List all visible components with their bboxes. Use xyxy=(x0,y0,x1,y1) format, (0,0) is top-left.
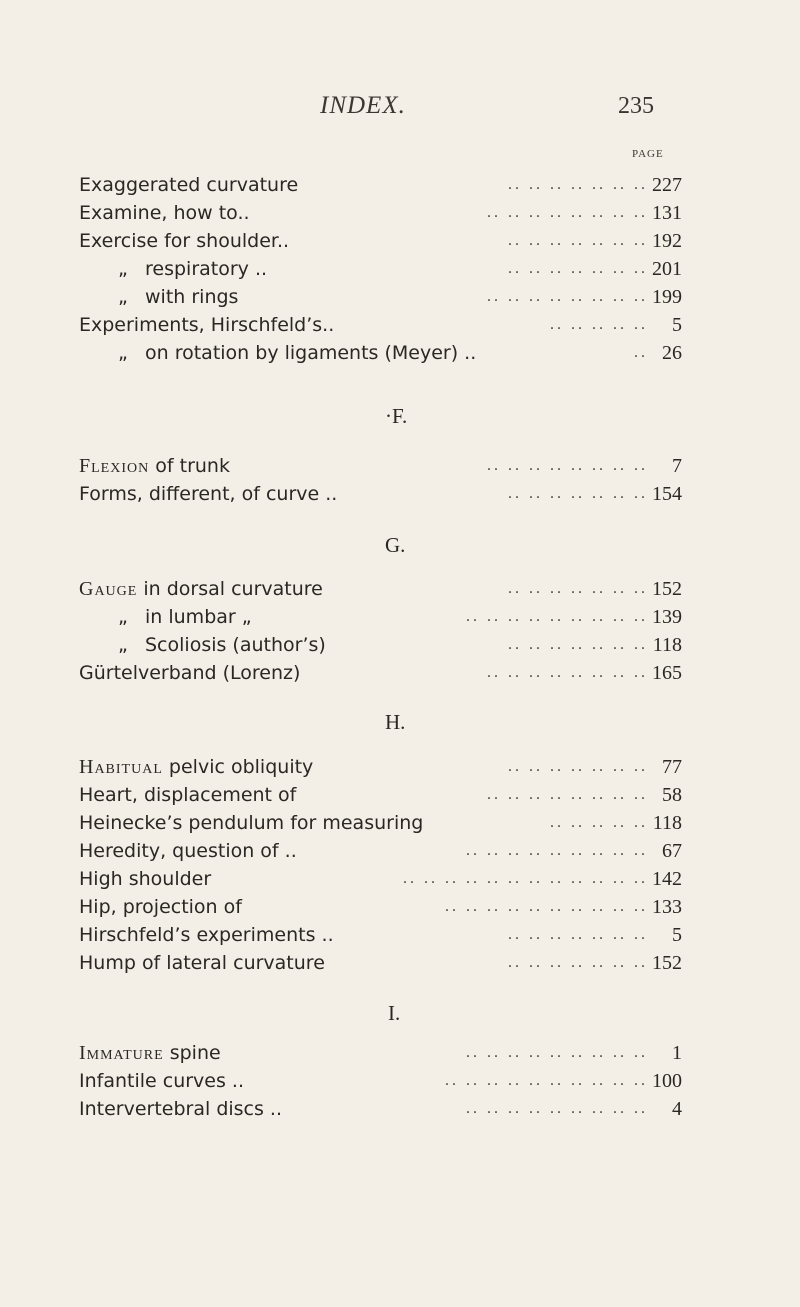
index-entry xyxy=(0,948,800,978)
entry-page: 58 xyxy=(662,784,682,806)
entry-text: Hip, projection of xyxy=(79,896,242,918)
entry-page: 67 xyxy=(662,840,682,862)
running-header-title: INDEX. xyxy=(320,92,406,119)
entry-text: Gürtelverband (Lorenz) xyxy=(79,662,301,684)
leader-dots: .. .. .. .. .. .. .. xyxy=(508,926,648,943)
leader-dots: .. .. .. .. .. xyxy=(550,814,648,831)
leader-dots: .. .. .. .. .. .. .. .. .. xyxy=(466,608,648,625)
leader-dots: .. .. .. .. .. .. .. xyxy=(508,176,648,193)
leader-dots: .. .. .. .. .. .. .. .. .. .. xyxy=(445,898,648,915)
entry-lead-word: Flexion xyxy=(79,455,150,477)
entry-page: 1 xyxy=(672,1042,682,1064)
index-entry xyxy=(0,752,800,782)
entry-page: 7 xyxy=(672,455,682,477)
entry-text: Intervertebral discs .. xyxy=(79,1098,283,1120)
index-entry xyxy=(0,254,800,284)
page-column-label: PAGE xyxy=(632,148,664,160)
entry-rest: in dorsal curvature xyxy=(137,578,323,600)
ditto-mark: „ xyxy=(118,342,128,364)
section-heading-h: H. xyxy=(385,710,406,734)
leader-dots: .. .. .. .. .. .. .. xyxy=(508,485,648,502)
leader-dots: .. .. .. .. .. .. .. .. xyxy=(487,204,648,221)
index-entry xyxy=(0,170,800,200)
index-entry xyxy=(0,892,800,922)
entry-text: respiratory .. xyxy=(145,258,268,280)
leader-dots: .. .. .. .. .. .. .. .. .. xyxy=(466,1044,648,1061)
page-number: 235 xyxy=(618,93,654,119)
leader-dots: .. .. .. .. .. .. .. xyxy=(508,260,648,277)
index-entry xyxy=(0,479,800,509)
entry-text: Heinecke’s pendulum for measuring xyxy=(79,812,424,834)
section-heading-f: ·F. xyxy=(385,404,408,428)
entry-page: 77 xyxy=(662,756,682,778)
index-entry xyxy=(0,630,800,660)
index-entry xyxy=(0,864,800,894)
leader-dots: .. .. .. .. .. .. .. .. .. .. .. .. xyxy=(403,870,648,887)
index-entry xyxy=(0,836,800,866)
ditto-mark: „ xyxy=(118,258,128,280)
section-heading-g: G. xyxy=(385,533,406,557)
entry-page: 201 xyxy=(652,258,682,280)
index-entry xyxy=(0,808,800,838)
leader-dots: .. .. .. .. .. .. .. xyxy=(508,954,648,971)
leader-dots: .. .. .. .. .. .. .. .. .. xyxy=(466,842,648,859)
entry-text xyxy=(79,451,230,481)
entry-page: 199 xyxy=(652,286,682,308)
entry-lead-word: Immature xyxy=(79,1042,164,1064)
entry-page: 118 xyxy=(652,634,682,656)
entry-text: Scoliosis (author’s) xyxy=(145,634,326,656)
ditto-mark: „ xyxy=(118,634,128,656)
entry-page: 5 xyxy=(672,314,682,336)
index-entry xyxy=(0,451,800,481)
leader-dots: .. .. .. .. .. .. .. .. xyxy=(487,288,648,305)
entry-text: Exercise for shoulder.. xyxy=(79,230,290,252)
entry-page: 26 xyxy=(662,342,682,364)
leader-dots: .. .. .. .. .. .. .. .. .. xyxy=(466,1100,648,1117)
entry-text: High shoulder xyxy=(79,868,212,890)
entry-page: 118 xyxy=(652,812,682,834)
index-entry xyxy=(0,602,800,632)
entry-text: Infantile curves .. xyxy=(79,1070,245,1092)
index-entry xyxy=(0,226,800,256)
entry-text: in lumbar „ xyxy=(145,606,252,628)
index-entry xyxy=(0,338,800,368)
index-entry xyxy=(0,780,800,810)
entry-page: 100 xyxy=(652,1070,682,1092)
index-entry xyxy=(0,198,800,228)
index-entry xyxy=(0,282,800,312)
entry-page: 154 xyxy=(652,483,682,505)
entry-page: 152 xyxy=(652,578,682,600)
entry-text: Exaggerated curvature xyxy=(79,174,299,196)
entry-text: Forms, different, of curve .. xyxy=(79,483,338,505)
entry-lead-word: Habitual xyxy=(79,756,163,778)
entry-text: Hirschfeld’s experiments .. xyxy=(79,924,334,946)
index-entry xyxy=(0,574,800,604)
entry-page: 152 xyxy=(652,952,682,974)
index-entry xyxy=(0,310,800,340)
entry-lead-word: Gauge xyxy=(79,578,138,600)
leader-dots: .. xyxy=(634,344,648,361)
entry-page: 227 xyxy=(652,174,682,196)
entry-rest: pelvic obliquity xyxy=(162,756,314,778)
leader-dots: .. .. .. .. .. .. .. xyxy=(508,232,648,249)
entry-text: Examine, how to.. xyxy=(79,202,250,224)
section-heading-i: I. xyxy=(388,1001,401,1025)
entry-page: 192 xyxy=(652,230,682,252)
leader-dots: .. .. .. .. .. .. .. .. xyxy=(487,786,648,803)
entry-page: 142 xyxy=(652,868,682,890)
entry-page: 139 xyxy=(652,606,682,628)
entry-page: 165 xyxy=(652,662,682,684)
leader-dots: .. .. .. .. .. .. .. xyxy=(508,758,648,775)
entry-rest: spine xyxy=(163,1042,221,1064)
entry-text: with rings xyxy=(145,286,239,308)
ditto-mark: „ xyxy=(118,286,128,308)
index-entry xyxy=(0,658,800,688)
entry-text: Hump of lateral curvature xyxy=(79,952,325,974)
entry-text xyxy=(79,752,313,782)
entry-text: Heart, displacement of xyxy=(79,784,297,806)
leader-dots: .. .. .. .. .. .. .. xyxy=(508,636,648,653)
index-entry xyxy=(0,920,800,950)
leader-dots: .. .. .. .. .. .. .. .. .. .. xyxy=(445,1072,648,1089)
entry-page: 131 xyxy=(652,202,682,224)
leader-dots: .. .. .. .. .. .. .. .. xyxy=(487,664,648,681)
entry-text: on rotation by ligaments (Meyer) .. xyxy=(145,342,477,364)
entry-rest: of trunk xyxy=(149,455,230,477)
entry-page: 133 xyxy=(652,896,682,918)
entry-text: Heredity, question of .. xyxy=(79,840,297,862)
leader-dots: .. .. .. .. .. xyxy=(550,316,648,333)
index-entry xyxy=(0,1038,800,1068)
entry-page: 5 xyxy=(672,924,682,946)
entry-text: Experiments, Hirschfeld’s.. xyxy=(79,314,335,336)
index-entry xyxy=(0,1066,800,1096)
entry-page: 4 xyxy=(672,1098,682,1120)
entry-text xyxy=(79,1038,221,1068)
index-entry xyxy=(0,1094,800,1124)
ditto-mark: „ xyxy=(118,606,128,628)
leader-dots: .. .. .. .. .. .. .. xyxy=(508,580,648,597)
entry-text xyxy=(79,574,323,604)
leader-dots: .. .. .. .. .. .. .. .. xyxy=(487,457,648,474)
